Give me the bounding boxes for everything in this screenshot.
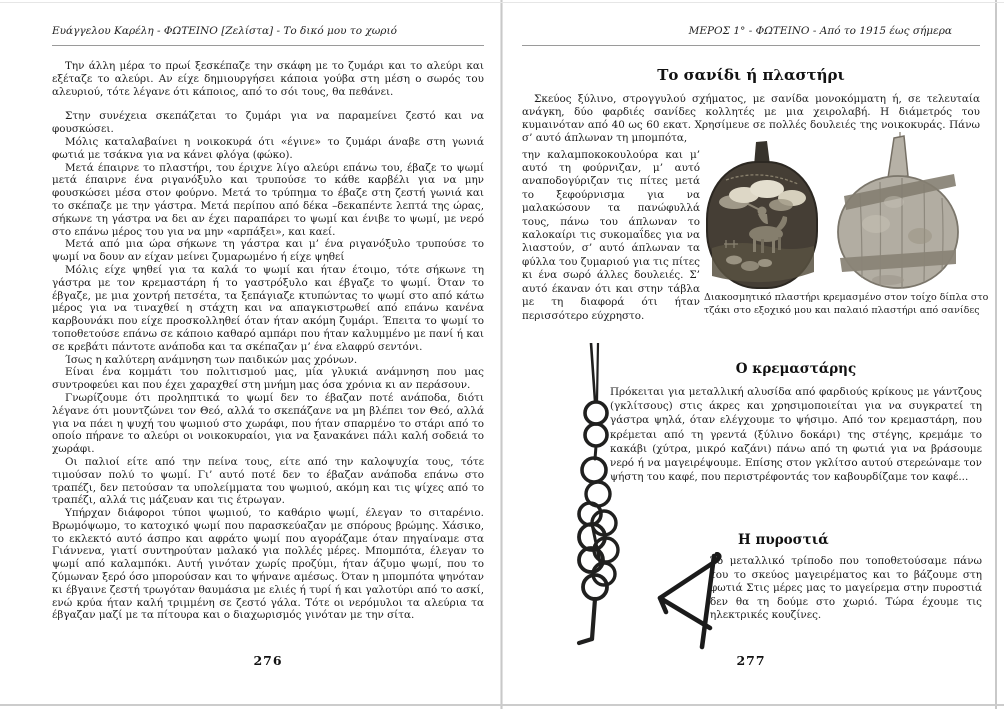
section-pyrostia [710, 532, 982, 623]
running-header-left: Ευάγγελου Καρέλη - ΦΩΤΕΙΝΟ [Ζελίστα] - Το δικό μου το χωριό [52, 25, 484, 46]
body-paragraph: Μετά από μια ώρα σήκωνε τη γάστρα και μ’ ένα ριγανόξυλο τρυπούσε το ψωμί να δουν αν είχαν μείνει ζυμαρωμένο ή είχε ψηθεί [52, 238, 484, 264]
body-paragraph: Είναι ένα κομμάτι του πολιτισμού μας, μία γλυκιά ανάμνηση που μας συντροφεύει και που έχει χαραχθεί στη μνήμη μας όσα χρόνια κι αν περάσουν. [52, 366, 484, 392]
painted-plastiri-image [704, 140, 820, 290]
scan-edge-right [995, 0, 997, 709]
section-title-pyrostia: Η πυροστιά [738, 532, 829, 548]
scan-edge-bottom [0, 704, 1004, 706]
pyrostia-text: Το μεταλλικό τρίποδο που τοποθετούσαμε πάνω του το σκεύος μαγειρέματος και το βάζουμε στη φωτιά Στις μέρες μας το μαγείρεμα στην πυροστιά δεν θα τη δούμε στο χωριό. Τώρα έχουμε τις ηλεκτρικές κουζίνες. [710, 555, 982, 622]
body-paragraph: Την άλλη μέρα το πρωί ξεσκέπαζε την σκάφη με το ζυμάρι και το αλεύρι και εξέταζε το αλεύρι. Αν είχε δημιουργήσει κάποια γούβα στη μέση ο σωρός του αλευριού, τότε λέγανε ότι κάποιος, από το σόι τους, θα πεθάνει. [52, 60, 484, 98]
section-title-kremastaris: Ο κρεμαστάρης [735, 361, 857, 377]
body-paragraph: Υπήρχαν διάφοροι τύποι ψωμιού, το καθάριο ψωμί, έλεγαν το σιταρένιο. Βρωμόψωμο, το κατοχικό ψωμί που παρασκεύαζαν με σπόρους βρώμης. Χάσικο, το εκλεκτό αυτό άσπρο και αφράτο ψωμί που αγοράζαμε όταν πηγαίναμε στα Γιάννενα, γιατί συντηρούταν μαλακό για πολλές μέρες. Μπομπότα, έλεγαν το ψωμί από καλαμπόκι. Αυτή γινόταν χωρίς προζύμι, ήταν άζυμο ψωμί, που το ζύμωναν ξερό όσο μπορούσαν και το ψήνανε αμέσως. Όταν η μπομπότα ψηνόταν κι έβγαινε ζεστή τρωγόταν θαυμάσια με ελιές ή τυρί ή και γαλοτύρι από το ασκί, ενώ κρύα ήταν καλή τριμμένη σε ζεστό γάλα. Τότε οι νερόμυλοι τα αλεύρια τα έβγαζαν μαζί με τα πίτουρα και ο διαχωρισμός γινόταν με την σίτα. [52, 507, 484, 622]
section-kremastaris [610, 361, 982, 484]
page-number-left: 276 [253, 653, 283, 668]
body-paragraph: Μόλις καταλαβαίνει η νοικοκυρά ότι «έγινε» το ζυμάρι άναβε στη γωνιά φωτιά με τσάκνα για να κάνει φλόγα (φώκο). [52, 135, 484, 161]
page-number-right: 277 [736, 653, 766, 668]
running-header-right: ΜΕΡΟΣ 1° - ΦΩΤΕΙΝΟ - Από το 1915 έως σήμερα [522, 25, 980, 46]
left-page-body [52, 60, 484, 622]
body-paragraph: Μόλις είχε ψηθεί για τα καλά το ψωμί και ήταν έτοιμο, τότε σήκωνε τη γάστρα με τον κρεμαστάρη ή το γαστρόξυλο και έβγαζε το ψωμί. Όταν το έβγαζε, με μια χοντρή πετσέτα, τα ξεπάγιαζε κτυπώντας το ψωμί στο από κάτω μέρος για να τιναχθεί η στάχτη και να απαγκιστρωθεί από επάνω κανένα καρβουνάκι που είχε προσκολληθεί όταν ήταν ακόμη ζυμάρι. Έπειτα το ψωμί το τοποθετούσε επάνω σε κάποιο καθαρό αμπάρι που ήταν καλυμμένο με πανί ή και σε κρεβάτι πάντοτε ανάποδα και τα σκέπαζαν μ’ ένα ελαφρύ σεντόνι. [52, 263, 484, 353]
plastiri-caption: Διακοσμητικό πλαστήρι κρεμασμένο στον τοίχο δίπλα στο τζάκι στο εξοχικό μου και παλαιό πλαστήρι από σανίδες [704, 292, 989, 316]
sanidi-intro-text: Σκεύος ξύλινο, στρογγυλού σχήματος, με σανίδα μονοκόμματη ή, σε τελευταία ανάγκη, δύο φαρδιές σανίδες κολλητές με μια χειρολαβή. Η διάμετρός του κυμαινόταν από 40 ως 60 εκατ. Χρησίμευε σε πολλές δουλειές της νοικοκυράς. Πάνω σ’ αυτό άπλωναν τη μπομπότα, [522, 93, 980, 144]
body-paragraph: Μετά έπαιρνε το πλαστήρι, του έριχνε λίγο αλεύρι επάνω του, έβαζε το ψωμί μετά έπαιρνε ένα ριγανόξυλο και τρυπούσε το κάθε καρβέλι για να μην φουσκώσει μέσα στον φούρνο. Μετά το τρύπημα το έβαζε στη ζεστή γωνιά και το σκέπαζε με την γάστρα. Μετά περίπου από δέκα –δεκαπέντε λεπτά της ώρας, σήκωνε τη γάστρα να δει αν έχει παραπάρει το ψωμί και ένιβε το ψωμί, με νερό στο επάνω μέρος του για να μην «αρπάξει», και καεί. [52, 161, 484, 238]
section-title-sanidi: Το σανίδι ή πλαστήρι [657, 66, 845, 84]
page-276 [52, 25, 484, 668]
body-paragraph: Γνωρίζουμε ότι προληπτικά το ψωμί δεν το έβαζαν ποτέ ανάποδα, διότι λέγανε ότι μουντζώνει τον Θεό, αλλά το σκεπάζανε να μη βλέπει τον Θεό, αλλά για να πάει η ψυχή του ψωμιού στο χωράφι, που ήταν σπαρμένο το στάρι από το οποίο πήρανε το αλεύρι οι νοικοκυραίοι, για να ξανακάνει πάλι καλή σοδειά το χωράφι. [52, 391, 484, 456]
sanidi-column-text: την καλαμποκοκουλούρα και μ’ αυτό τη φούρνιζαν, μ’ αυτό αναποδογύριζαν τις πίτες μετά το ξεφούρνισμα για να μαλακώσουν τα πανώφυλλά τους, πάνω του άπλωναν το καλοκαίρι τις συκομαΐδες για να λιαστούν, σ’ αυτό άπλωναν τα φύλλα του ζυμαριού για τις πίτες κι ένα σωρό άλλες δουλειές. Σ’ αυτό έκαναν ότι και στην τάβλα με τη διαφορά ότι ήταν περισσότερο εύχρηστο. [522, 148, 700, 322]
page-gutter [500, 0, 503, 709]
kremastaris-text: Πρόκειται για μεταλλική αλυσίδα από φαρδιούς κρίκους με γάντζους (γκλίτσους) στις άκρες και χρησιμοποιείται για να συγκρατεί τη γάστρα ψηλά, όταν ελέγχουμε το ψήσιμο. Από τον κρεμαστάρη, που κρέμεται από τη γρεντά (ξύλινο δοκάρι) της στέγης, κρεμάμε το κακάβι (χύτρα, μικρό καζάνι) πάνω από τη φωτιά για να βράσουμε νερό ή να μαγειρέψουμε. Επίσης στον γκλίτσο αυτού στερεώναμε τον ψήστη του καφέ, που περιστρέφοντάς τον καβουρδίζαμε τον καφέ... [610, 386, 982, 484]
scan-edge-top [0, 2, 1004, 3]
body-paragraph: Στην συνέχεια σκεπάζεται το ζυμάρι για να παραμείνει ζεστό και να φουσκώσει. [52, 110, 484, 136]
wooden-plastiri-image [836, 132, 962, 290]
plastiri-images [704, 138, 980, 290]
page-277 [522, 25, 989, 668]
body-paragraph: Οι παλιοί είτε από την πείνα τους, είτε από την καλοψυχία τους, τότε τιμούσαν πολύ το ψωμί. Γι’ αυτό ποτέ δεν το έβαζαν ανάποδα επάνω στο τραπέζι, δεν πετούσαν τα υπολείμματα του ψωμιού, ακόμη και τις ψίχες από το τραπέζι, αλλά τις μάζευαν και τις έτρωγαν. [52, 455, 484, 507]
body-paragraph: Ίσως η καλύτερη ανάμνηση των παιδικών μας χρόνων. [65, 353, 358, 366]
